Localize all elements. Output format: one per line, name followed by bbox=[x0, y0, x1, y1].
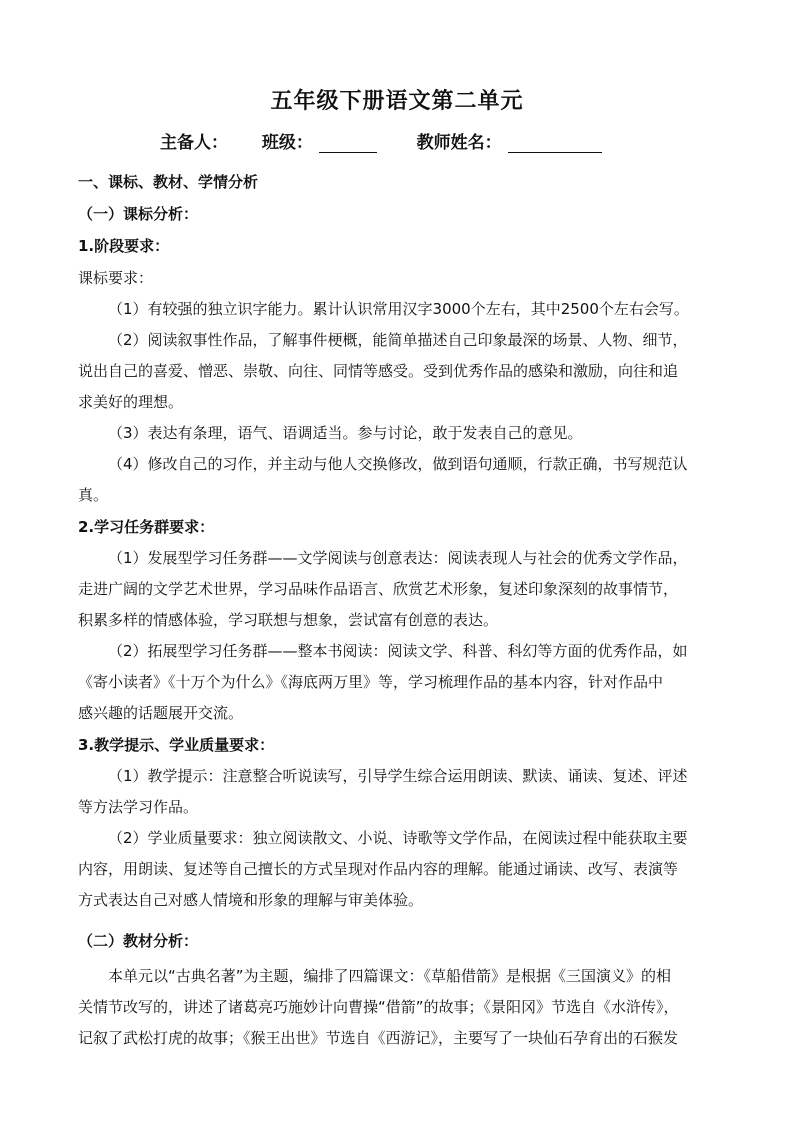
teacher-blank bbox=[508, 134, 602, 153]
paragraph-line: （2）拓展型学习任务群——整本书阅读：阅读文学、科普、科幻等方面的优秀作品，如 bbox=[108, 642, 688, 660]
paragraph-line: （1）有较强的独立识字能力。累计认识常用汉字3000个左右，其中2500个左右会写。 bbox=[108, 300, 689, 318]
paragraph-line: 说出自己的喜爱、憎恶、崇敬、向往、同情等感受。受到优秀作品的感染和激励，向往和追 bbox=[78, 362, 679, 380]
paragraph-line: 等方法学习作品。 bbox=[78, 798, 199, 816]
teacher-label: 教师姓名： bbox=[416, 133, 502, 153]
paragraph-line: （3）表达有条理，语气、语调适当。参与讨论，敢于发表自己的意见。 bbox=[108, 424, 583, 442]
paragraph-line: （2）学业质量要求：独立阅读散文、小说、诗歌等文学作品，在阅读过程中能获取主要 bbox=[108, 829, 688, 847]
class-blank bbox=[319, 134, 377, 153]
header-meta bbox=[160, 128, 602, 153]
paragraph-line: 内容，用朗读、复述等自己擅长的方式呈现对作品内容的理解。能通过诵读、改写、表演等 bbox=[78, 860, 679, 878]
paragraph-line: 求美好的理想。 bbox=[78, 393, 184, 411]
subsection-heading: （一）课标分析： bbox=[78, 205, 199, 223]
paragraph-line: （4）修改自己的习作，并主动与他人交换修改，做到语句通顺，行款正确，书写规范认 bbox=[108, 455, 688, 473]
paragraph-line: 本单元以“古典名著”为主题，编排了四篇课文：《草船借箭》是根据《三国演义》的相 bbox=[108, 967, 672, 985]
paragraph-line: 方式表达自己对感人情境和形象的理解与审美体验。 bbox=[78, 891, 424, 909]
item-heading: 3.教学提示、学业质量要求： bbox=[78, 736, 275, 754]
subsection-heading: （二）教材分析： bbox=[78, 932, 199, 950]
paragraph-line: 《寄小读者》《十万个为什么》《海底两万里》等，学习梳理作品的基本内容，针对作品中 bbox=[78, 673, 664, 691]
class-label: 班级： bbox=[261, 133, 313, 153]
section-heading: 一、课标、教材、学情分析 bbox=[78, 173, 259, 191]
paragraph-line: 关情节改写的，讲述了诸葛亮巧施妙计向曹操“借箭”的故事；《景阳冈》节选自《水浒传》， bbox=[78, 998, 679, 1016]
item-heading: 1.阶段要求： bbox=[78, 237, 170, 255]
paragraph-line: （2）阅读叙事性作品，了解事件梗概，能简单描述自己印象最深的场景、人物、细节， bbox=[108, 331, 688, 349]
paragraph-line: （1）教学提示：注意整合听说读写，引导学生综合运用朗读、默读、诵读、复述、评述 bbox=[108, 767, 688, 785]
preparer-label: 主备人： bbox=[160, 133, 228, 153]
paragraph-line: （1）发展型学习任务群——文学阅读与创意表达：阅读表现人与社会的优秀文学作品， bbox=[108, 549, 688, 567]
item-heading: 2.学习任务群要求： bbox=[78, 518, 215, 536]
page-title: 五年级下册语文第二单元 bbox=[270, 89, 524, 114]
paragraph-line: 积累多样的情感体验，学习联想与想象，尝试富有创意的表达。 bbox=[78, 611, 499, 629]
paragraph-line: 记叙了武松打虎的故事；《猴王出世》节选自《西游记》，主要写了一块仙石孕育出的石猴发 bbox=[78, 1029, 679, 1047]
paragraph-line: 课标要求： bbox=[78, 269, 154, 287]
paragraph-line: 走进广阔的文学艺术世界，学习品味作品语言、欣赏艺术形象，复述印象深刻的故事情节， bbox=[78, 580, 679, 598]
paragraph-line: 感兴趣的话题展开交流。 bbox=[78, 704, 244, 722]
paragraph-line: 真。 bbox=[78, 486, 109, 504]
